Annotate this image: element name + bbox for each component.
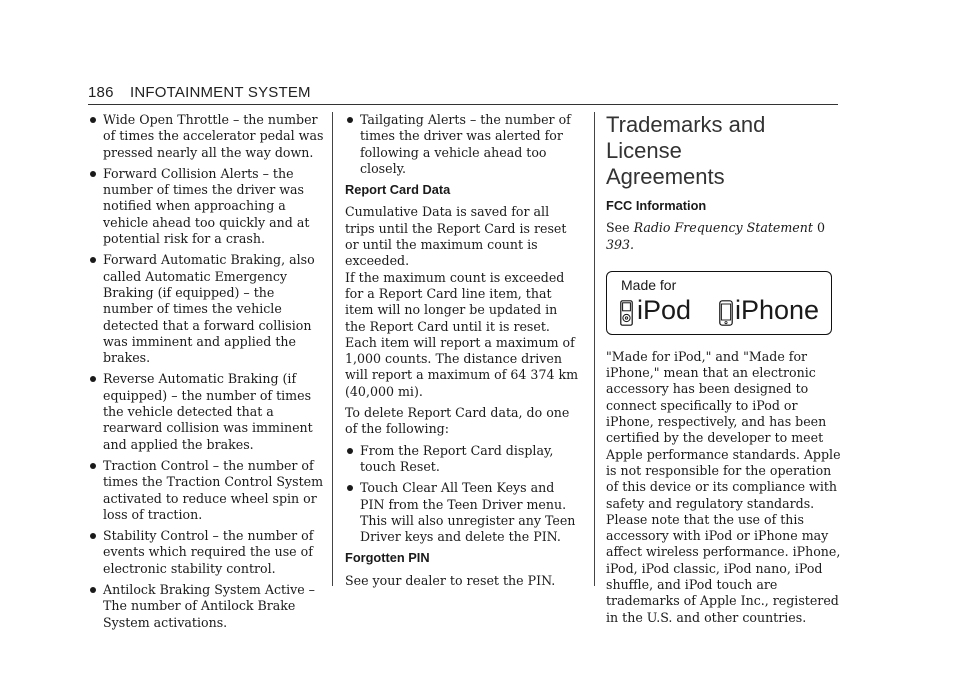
forgotten-pin-heading: Forgotten PIN: [345, 550, 430, 566]
fcc-reference: See Radio Frequency Statement 0 393.: [606, 220, 825, 252]
iphone-icon: [719, 300, 733, 326]
header-rule: [88, 104, 838, 105]
list-item: Stability Control – the number of events which required the use of electronic stability control.: [88, 528, 324, 577]
delete-options-list: [345, 443, 581, 546]
list-item: Wide Open Throttle – the number of times the accelerator pedal was pressed nearly all the way down.: [88, 112, 324, 161]
bullet-icon: [90, 171, 96, 177]
made-for-ipod-iphone-logo: Made for iPod iPhone: [606, 271, 832, 335]
list-item: Tailgating Alerts – the number of times the driver was alerted for following a vehicle ahead too closely.: [345, 112, 581, 177]
list-item: Forward Automatic Braking, also called Automatic Emergency Braking (if equipped) – the number of times the vehicle detected that a forward collision was imminent and applied the brakes.: [88, 252, 324, 366]
report-card-paragraph: If the maximum count is exceeded for a Report Card line item, that item will no longer be updated in the Report Card until it is reset. Each item will report a maximum of 1,000 counts. The distance driven will report a maximum of 64 374 km (40,000 mi).: [345, 269, 579, 399]
column-3: [606, 112, 842, 631]
bullet-icon: [90, 533, 96, 539]
report-card-paragraph: Cumulative Data is saved for all trips until the Report Card is reset or until the maximum count is exceeded.: [345, 204, 567, 269]
report-metrics-list: [88, 112, 324, 631]
list-item: Touch Clear All Teen Keys and PIN from the Teen Driver menu. This will also unregister any Teen Driver keys and delete the PIN.: [345, 480, 581, 545]
bullet-icon: [347, 448, 353, 454]
column-divider: [594, 112, 595, 586]
bullet-icon: [90, 117, 96, 123]
list-item: From the Report Card display, touch Reset.: [345, 443, 581, 476]
list-item: Antilock Braking System Active – The number of Antilock Brake System activations.: [88, 582, 324, 631]
bullet-icon: [90, 257, 96, 263]
bullet-icon: [90, 463, 96, 469]
list-item: Reverse Automatic Braking (if equipped) – the number of times the vehicle detected that a rearward collision was imminent and applied the brakes.: [88, 371, 324, 452]
delete-intro: To delete Report Card data, do one of the following:: [345, 405, 570, 437]
trademarks-title: Trademarks and License Agreements: [606, 112, 766, 189]
page-header: [88, 84, 838, 104]
list-item: Traction Control – the number of times the Traction Control System activated to reduce wheel spin or loss of traction.: [88, 458, 324, 523]
bullet-icon: [90, 587, 96, 593]
fcc-reference-link[interactable]: Radio Frequency Statement: [633, 220, 813, 236]
page-ref-arrow-icon: 0: [816, 220, 825, 236]
trademark-notice: "Made for iPod," and "Made for iPhone," mean that an electronic accessory has been designed to connect specifically to iPod or iPhone, respectively, and has been certified by the developer to meet Apple performance standards. Apple is not responsible for the operation of this device or its compliance with safety and regulatory standards. Please note that the use of this accessory with iPod or iPhone may affect wireless performance. iPhone, iPod, iPod classic, iPod nano, iPod shuffle, and iPod touch are trademarks of Apple Inc., registered in the U.S. and other countries.: [606, 348, 841, 625]
bullet-icon: [347, 485, 353, 491]
ipod-icon: [620, 300, 633, 326]
report-card-heading: Report Card Data: [345, 182, 451, 198]
list-item: Forward Collision Alerts – the number of times the driver was notified when approaching a vehicle ahead too quickly and at potential risk for a crash.: [88, 166, 324, 247]
bullet-icon: [90, 376, 96, 382]
column-1: [88, 112, 324, 636]
page-number: 186: [88, 84, 114, 101]
forgotten-pin-text: See your dealer to reset the PIN.: [345, 572, 556, 588]
column-2: [345, 112, 581, 594]
section-title: INFOTAINMENT SYSTEM: [130, 84, 311, 101]
fcc-heading: FCC Information: [606, 198, 707, 213]
column-divider: [332, 112, 333, 586]
bullet-icon: [347, 117, 353, 123]
